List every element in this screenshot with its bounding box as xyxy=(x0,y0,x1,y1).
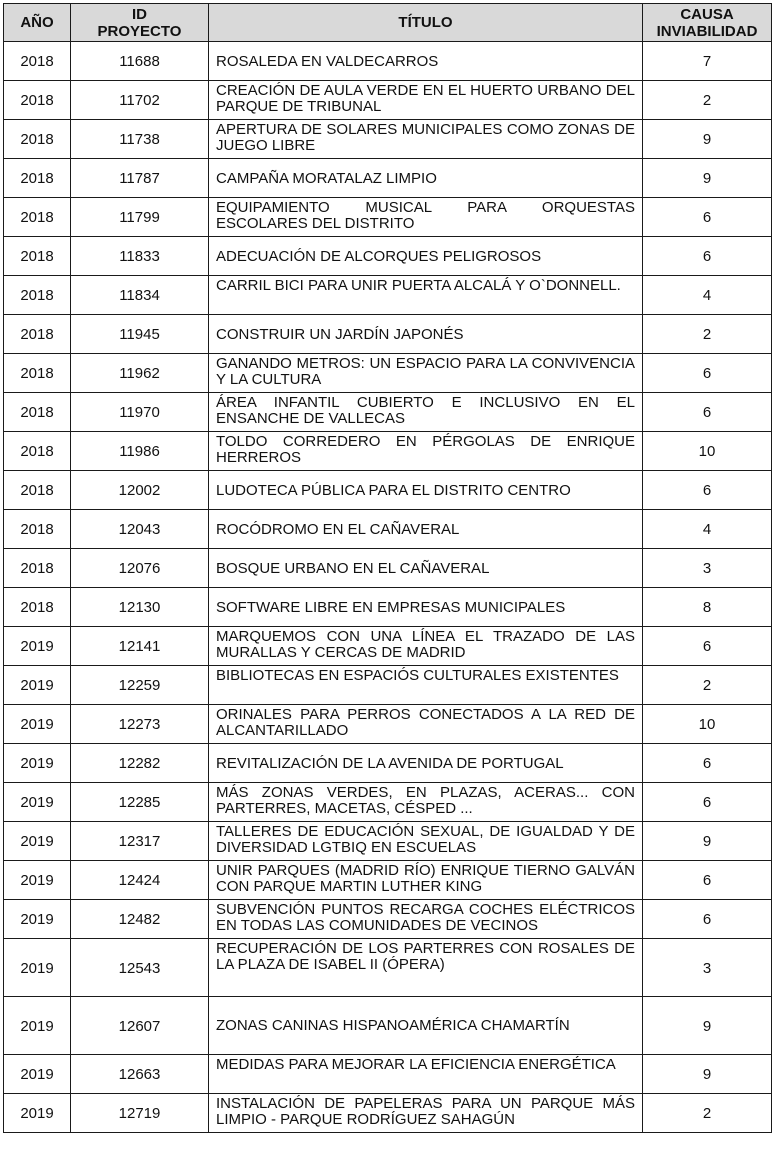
cell-project-id: 11834 xyxy=(71,276,209,315)
cell-year: 2019 xyxy=(4,1094,71,1133)
cell-year: 2019 xyxy=(4,1055,71,1094)
cell-title: GANANDO METROS: UN ESPACIO PARA LA CONVIVENCIA Y LA CULTURA xyxy=(209,354,643,393)
cell-project-id: 11799 xyxy=(71,198,209,237)
table-row xyxy=(4,354,772,393)
table-row xyxy=(4,432,772,471)
header-cause-line2: INVIABILIDAD xyxy=(656,22,758,40)
header-row xyxy=(4,4,772,42)
header-cause-line1: CAUSA xyxy=(680,5,734,23)
cell-project-id: 12424 xyxy=(71,861,209,900)
cell-cause: 9 xyxy=(643,1055,772,1094)
cell-project-id: 11986 xyxy=(71,432,209,471)
header-id xyxy=(71,4,209,42)
cell-project-id: 12663 xyxy=(71,1055,209,1094)
table-row xyxy=(4,939,772,997)
table-row xyxy=(4,393,772,432)
cell-year: 2018 xyxy=(4,120,71,159)
cell-project-id: 11702 xyxy=(71,81,209,120)
header-id-line2: PROYECTO xyxy=(97,22,182,40)
cell-year: 2019 xyxy=(4,997,71,1055)
cell-year: 2019 xyxy=(4,861,71,900)
cell-title: MEDIDAS PARA MEJORAR LA EFICIENCIA ENERGÉTICA xyxy=(209,1055,643,1094)
cell-project-id: 12719 xyxy=(71,1094,209,1133)
cell-year: 2018 xyxy=(4,432,71,471)
table-row xyxy=(4,159,772,198)
cell-year: 2019 xyxy=(4,705,71,744)
cell-project-id: 12141 xyxy=(71,627,209,666)
cell-project-id: 12002 xyxy=(71,471,209,510)
header-id-line1: ID xyxy=(132,5,147,23)
cell-year: 2018 xyxy=(4,315,71,354)
cell-project-id: 12076 xyxy=(71,549,209,588)
cell-project-id: 11688 xyxy=(71,42,209,81)
header-title: TÍTULO xyxy=(209,4,643,42)
cell-cause: 6 xyxy=(643,783,772,822)
cell-year: 2019 xyxy=(4,666,71,705)
cell-title: REVITALIZACIÓN DE LA AVENIDA DE PORTUGAL xyxy=(209,744,643,783)
cell-cause: 6 xyxy=(643,471,772,510)
cell-year: 2018 xyxy=(4,276,71,315)
table-row xyxy=(4,510,772,549)
cell-title: ROCÓDROMO EN EL CAÑAVERAL xyxy=(209,510,643,549)
cell-year: 2019 xyxy=(4,822,71,861)
cell-title: CARRIL BICI PARA UNIR PUERTA ALCALÁ Y O`DONNELL. xyxy=(209,276,643,315)
cell-title: INSTALACIÓN DE PAPELERAS PARA UN PARQUE MÁS LIMPIO - PARQUE RODRÍGUEZ SAHAGÚN xyxy=(209,1094,643,1133)
table-row xyxy=(4,276,772,315)
cell-project-id: 12273 xyxy=(71,705,209,744)
cell-cause: 6 xyxy=(643,393,772,432)
cell-cause: 9 xyxy=(643,822,772,861)
cell-project-id: 12482 xyxy=(71,900,209,939)
cell-title: RECUPERACIÓN DE LOS PARTERRES CON ROSALES DE LA PLAZA DE ISABEL II (ÓPERA) xyxy=(209,939,643,997)
cell-project-id: 12043 xyxy=(71,510,209,549)
cell-project-id: 12130 xyxy=(71,588,209,627)
cell-cause: 7 xyxy=(643,42,772,81)
cell-title: EQUIPAMIENTO MUSICAL PARA ORQUESTAS ESCOLARES DEL DISTRITO xyxy=(209,198,643,237)
table-row xyxy=(4,81,772,120)
cell-year: 2019 xyxy=(4,939,71,997)
cell-cause: 10 xyxy=(643,705,772,744)
cell-project-id: 12543 xyxy=(71,939,209,997)
cell-title: CREACIÓN DE AULA VERDE EN EL HUERTO URBANO DEL PARQUE DE TRIBUNAL xyxy=(209,81,643,120)
table-row xyxy=(4,861,772,900)
cell-title: APERTURA DE SOLARES MUNICIPALES COMO ZONAS DE JUEGO LIBRE xyxy=(209,120,643,159)
cell-cause: 2 xyxy=(643,666,772,705)
cell-title: LUDOTECA PÚBLICA PARA EL DISTRITO CENTRO xyxy=(209,471,643,510)
cell-title: TOLDO CORREDERO EN PÉRGOLAS DE ENRIQUE HERREROS xyxy=(209,432,643,471)
cell-cause: 10 xyxy=(643,432,772,471)
table-row xyxy=(4,315,772,354)
cell-year: 2018 xyxy=(4,42,71,81)
table-row xyxy=(4,588,772,627)
cell-project-id: 12285 xyxy=(71,783,209,822)
cell-year: 2018 xyxy=(4,81,71,120)
cell-cause: 6 xyxy=(643,237,772,276)
cell-cause: 6 xyxy=(643,354,772,393)
table-row xyxy=(4,1055,772,1094)
cell-cause: 9 xyxy=(643,159,772,198)
table-row xyxy=(4,627,772,666)
cell-project-id: 11738 xyxy=(71,120,209,159)
cell-year: 2019 xyxy=(4,783,71,822)
cell-project-id: 11962 xyxy=(71,354,209,393)
table-row xyxy=(4,997,772,1055)
cell-title: SUBVENCIÓN PUNTOS RECARGA COCHES ELÉCTRICOS EN TODAS LAS COMUNIDADES DE VECINOS xyxy=(209,900,643,939)
table-row xyxy=(4,120,772,159)
table-row xyxy=(4,744,772,783)
cell-year: 2019 xyxy=(4,744,71,783)
cell-project-id: 11945 xyxy=(71,315,209,354)
cell-cause: 3 xyxy=(643,939,772,997)
cell-cause: 6 xyxy=(643,198,772,237)
cell-cause: 3 xyxy=(643,549,772,588)
cell-year: 2018 xyxy=(4,510,71,549)
cell-year: 2018 xyxy=(4,549,71,588)
cell-project-id: 11970 xyxy=(71,393,209,432)
table-row xyxy=(4,783,772,822)
cell-title: TALLERES DE EDUCACIÓN SEXUAL, DE IGUALDAD Y DE DIVERSIDAD LGTBIQ EN ESCUELAS xyxy=(209,822,643,861)
cell-cause: 6 xyxy=(643,744,772,783)
table-body xyxy=(4,42,772,1133)
table-row xyxy=(4,198,772,237)
table-row xyxy=(4,666,772,705)
cell-cause: 6 xyxy=(643,627,772,666)
cell-year: 2019 xyxy=(4,900,71,939)
cell-cause: 6 xyxy=(643,900,772,939)
cell-cause: 6 xyxy=(643,861,772,900)
table-row xyxy=(4,237,772,276)
cell-cause: 9 xyxy=(643,120,772,159)
cell-year: 2019 xyxy=(4,627,71,666)
cell-title: ÁREA INFANTIL CUBIERTO E INCLUSIVO EN EL ENSANCHE DE VALLECAS xyxy=(209,393,643,432)
cell-cause: 9 xyxy=(643,997,772,1055)
table-row xyxy=(4,705,772,744)
cell-project-id: 11833 xyxy=(71,237,209,276)
cell-year: 2018 xyxy=(4,159,71,198)
cell-project-id: 12317 xyxy=(71,822,209,861)
cell-project-id: 12282 xyxy=(71,744,209,783)
cell-title: ZONAS CANINAS HISPANOAMÉRICA CHAMARTÍN xyxy=(209,997,643,1055)
table-row xyxy=(4,900,772,939)
cell-project-id: 12259 xyxy=(71,666,209,705)
header-year: AÑO xyxy=(4,4,71,42)
table-row xyxy=(4,822,772,861)
cell-title: MARQUEMOS CON UNA LÍNEA EL TRAZADO DE LAS MURALLAS Y CERCAS DE MADRID xyxy=(209,627,643,666)
cell-title: ADECUACIÓN DE ALCORQUES PELIGROSOS xyxy=(209,237,643,276)
table-row xyxy=(4,549,772,588)
cell-cause: 2 xyxy=(643,1094,772,1133)
table-row xyxy=(4,1094,772,1133)
header-cause xyxy=(643,4,772,42)
cell-title: BOSQUE URBANO EN EL CAÑAVERAL xyxy=(209,549,643,588)
cell-title: CAMPAÑA MORATALAZ LIMPIO xyxy=(209,159,643,198)
cell-cause: 2 xyxy=(643,315,772,354)
cell-cause: 4 xyxy=(643,510,772,549)
cell-title: ORINALES PARA PERROS CONECTADOS A LA RED DE ALCANTARILLADO xyxy=(209,705,643,744)
cell-cause: 8 xyxy=(643,588,772,627)
cell-cause: 4 xyxy=(643,276,772,315)
cell-year: 2018 xyxy=(4,198,71,237)
projects-table xyxy=(3,3,772,1133)
cell-year: 2018 xyxy=(4,393,71,432)
table-row xyxy=(4,471,772,510)
cell-cause: 2 xyxy=(643,81,772,120)
cell-title: CONSTRUIR UN JARDÍN JAPONÉS xyxy=(209,315,643,354)
cell-year: 2018 xyxy=(4,237,71,276)
cell-year: 2018 xyxy=(4,354,71,393)
cell-title: UNIR PARQUES (MADRID RÍO) ENRIQUE TIERNO GALVÁN CON PARQUE MARTIN LUTHER KING xyxy=(209,861,643,900)
cell-title: MÁS ZONAS VERDES, EN PLAZAS, ACERAS... CON PARTERRES, MACETAS, CÉSPED ... xyxy=(209,783,643,822)
cell-project-id: 12607 xyxy=(71,997,209,1055)
table-row xyxy=(4,42,772,81)
cell-year: 2018 xyxy=(4,471,71,510)
cell-year: 2018 xyxy=(4,588,71,627)
cell-title: ROSALEDA EN VALDECARROS xyxy=(209,42,643,81)
cell-title: SOFTWARE LIBRE EN EMPRESAS MUNICIPALES xyxy=(209,588,643,627)
cell-title: BIBLIOTECAS EN ESPACIÓS CULTURALES EXISTENTES xyxy=(209,666,643,705)
cell-project-id: 11787 xyxy=(71,159,209,198)
